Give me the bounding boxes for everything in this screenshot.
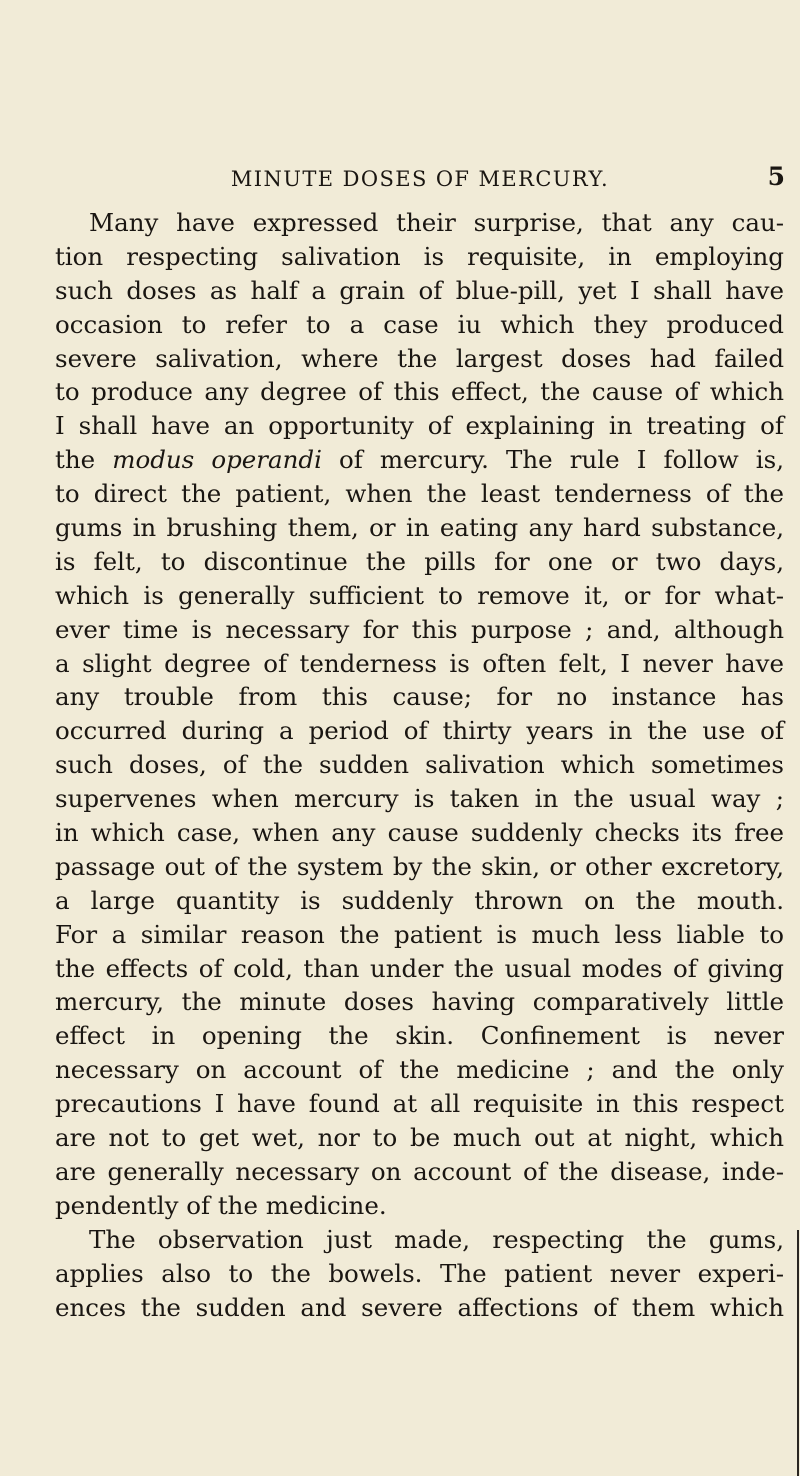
text-segment: of mercury. The rule I follow is, [321, 445, 784, 475]
running-head [55, 164, 785, 194]
text-line: For a similar reason the patient is much less liable to [55, 919, 784, 949]
text-line: necessary on account of the medicine ; and the only [55, 1055, 784, 1085]
text-line: effect in opening the skin. Confinement is never [55, 1021, 784, 1051]
text-line: I shall have an opportunity of explaining in treating of [55, 411, 784, 441]
text-line: a slight degree of tenderness is often felt, I never have [55, 648, 784, 678]
text-line: ences the sudden and severe affections of them which [55, 1292, 784, 1322]
page-title: MINUTE DOSES OF MERCURY. [230, 167, 610, 191]
text-line: pendently of the medicine. [55, 1190, 387, 1220]
text-line: passage out of the system by the skin, or other excretory, [55, 851, 784, 881]
text-line [55, 443, 784, 477]
text-line: ever time is necessary for this purpose ; and, although [55, 614, 784, 644]
text-line: a large quantity is suddenly thrown on the mouth. [55, 885, 784, 915]
text-line: supervenes when mercury is taken in the usual way ; [55, 784, 784, 814]
text-line: which is generally sufficient to remove it, or for what- [55, 580, 784, 610]
text-line: in which case, when any cause suddenly checks its free [55, 818, 784, 848]
text-line: to produce any degree of this effect, the cause of which [55, 377, 784, 407]
text-line: are not to get wet, nor to be much out at night, which [55, 1123, 784, 1153]
text-line: occasion to refer to a case iu which they produced [55, 309, 784, 339]
page-edge-line [797, 1230, 799, 1476]
text-line: any trouble from this cause; for no instance has [55, 682, 784, 712]
text-line: The observation just made, respecting the gums, [89, 1224, 784, 1254]
text-line: tion respecting salivation is requisite, in employing [55, 241, 784, 271]
text-line: the effects of cold, than under the usual modes of giving [55, 953, 784, 983]
text-line: are generally necessary on account of the disease, inde- [55, 1156, 784, 1186]
text-line: Many have expressed their surprise, that any cau- [89, 208, 784, 237]
text-line: such doses as half a grain of blue-pill, yet I shall have [55, 275, 784, 305]
text-line: mercury, the minute doses having comparatively little [55, 987, 784, 1017]
text-line: severe salivation, where the largest doses had failed [55, 343, 784, 373]
text-line: applies also to the bowels. The patient never experi- [55, 1258, 784, 1288]
text-line: to direct the patient, when the least tenderness of the [55, 479, 784, 509]
text-line: such doses, of the sudden salivation which sometimes [55, 750, 784, 780]
italic-phrase: modus operandi [112, 445, 322, 475]
body-text [55, 206, 784, 1324]
text-line: is felt, to discontinue the pills for one or two days, [55, 546, 784, 576]
text-line: gums in brushing them, or in eating any hard substance, [55, 513, 784, 543]
text-line: occurred during a period of thirty years in the use of [55, 716, 784, 746]
page-number: 5 [767, 162, 785, 191]
text-line: precautions I have found at all requisite in this respect [55, 1089, 784, 1119]
text-segment: the [55, 445, 113, 475]
